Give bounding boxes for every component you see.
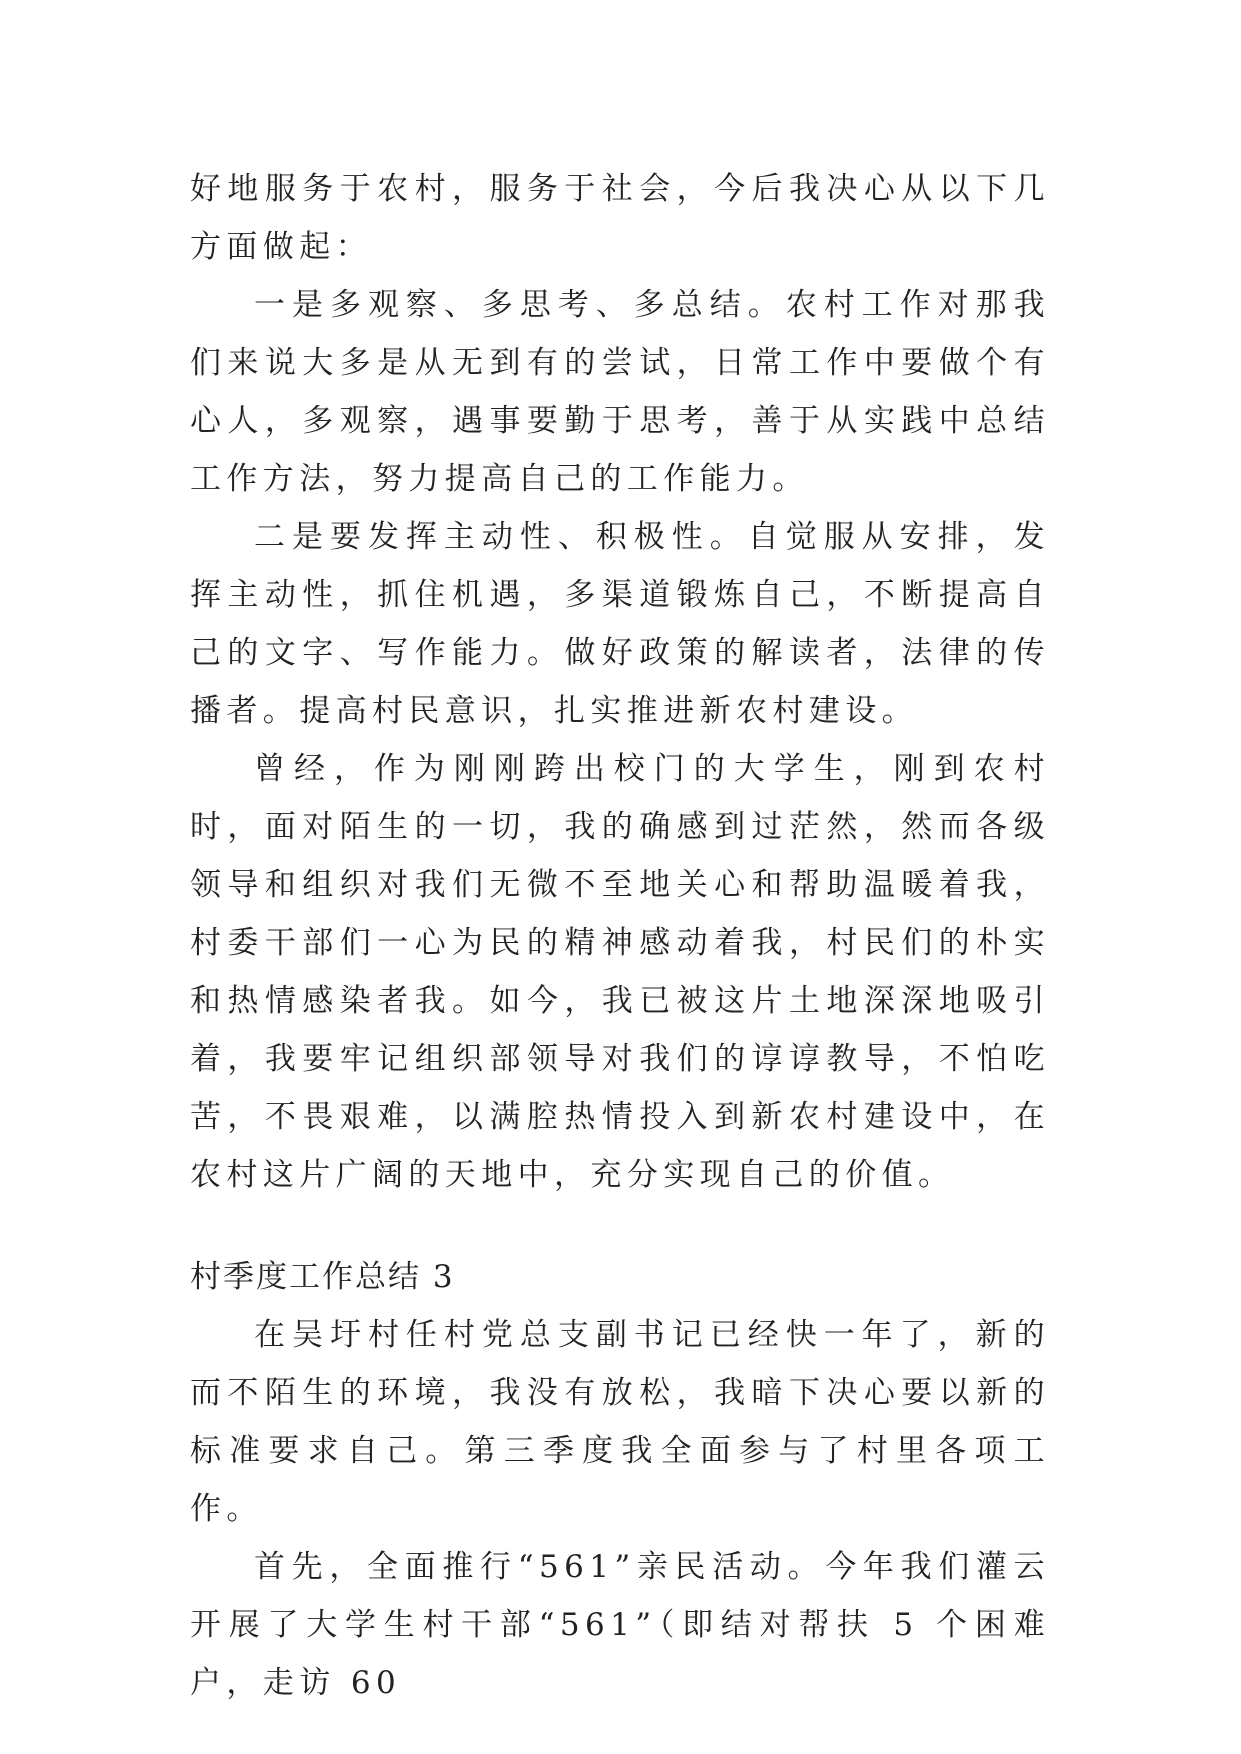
- paragraph-intro: 在吴圩村任村党总支副书记已经快一年了，新的而不陌生的环境，我没有放松，我暗下决心要以新的标准要求自己。第三季度我全面参与了村里各项工作。: [190, 1317, 1050, 1527]
- paragraph-first-activity: 首先，全面推行“561”亲民活动。今年我们灌云开展了大学生村干部“561”（即结对帮扶 5 个困难户，走访 60: [190, 1549, 1050, 1701]
- document-body: [190, 160, 1050, 1712]
- paragraph-continuation: 好地服务于农村，服务于社会，今后我决心从以下几方面做起：: [190, 171, 1050, 265]
- paragraph-reflection: 曾经，作为刚刚跨出校门的大学生，刚到农村时，面对陌生的一切，我的确感到过茫然，然而各级领导和组织对我们无微不至地关心和帮助温暖着我，村委干部们一心为民的精神感动着我，村民们的朴实和热情感染者我。如今，我已被这片土地深深地吸引着，我要牢记组织部领导对我们的谆谆教导，不怕吃苦，不畏艰难，以满腔热情投入到新农村建设中，在农村这片广阔的天地中，充分实现自己的价值。: [190, 751, 1050, 1193]
- paragraph-point-two: 二是要发挥主动性、积极性。自觉服从安排，发挥主动性，抓住机遇，多渠道锻炼自己，不断提高自己的文字、写作能力。做好政策的解读者，法律的传播者。提高村民意识，扎实推进新农村建设。: [190, 519, 1050, 729]
- paragraph-point-one: 一是多观察、多思考、多总结。农村工作对那我们来说大多是从无到有的尝试，日常工作中要做个有心人，多观察，遇事要勤于思考，善于从实践中总结工作方法，努力提高自己的工作能力。: [190, 287, 1050, 497]
- section-title: 村季度工作总结 3: [190, 1259, 455, 1295]
